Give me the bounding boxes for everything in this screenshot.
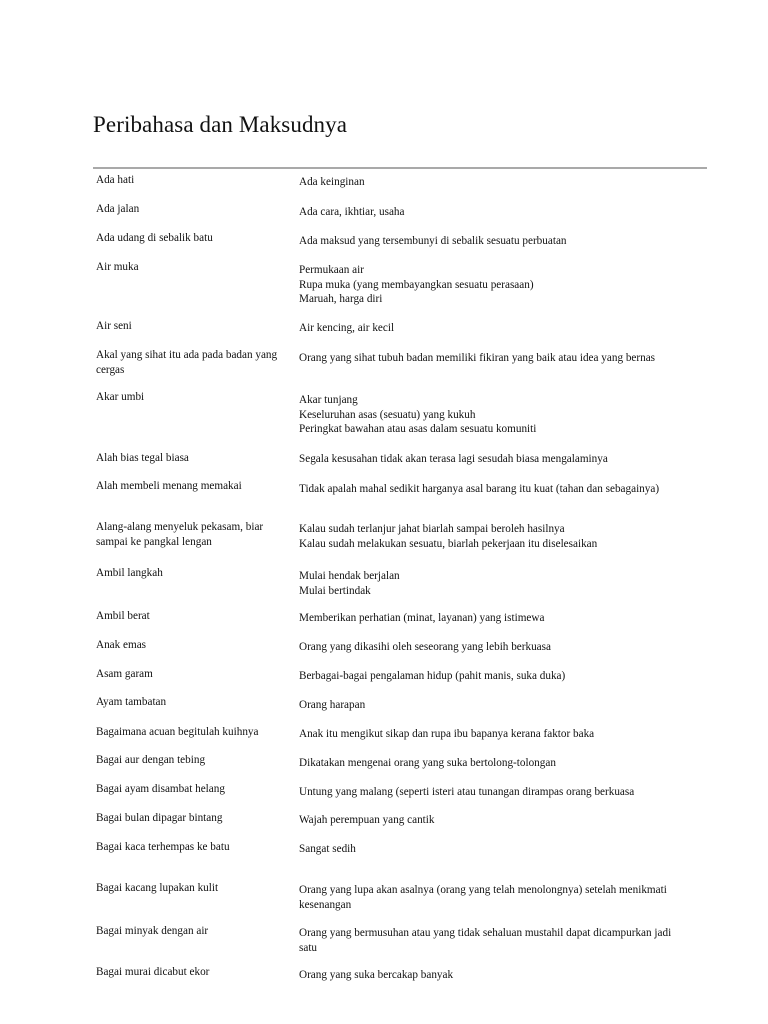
meaning-line: Sangat sedih [299,843,356,855]
proverb-term: Ambil berat [96,610,150,622]
meaning-line: Air kencing, air kecil [299,322,395,334]
proverb-meaning [299,175,679,190]
meaning-line: Peringkat bawahan atau asas dalam sesuatu komuniti [299,423,537,435]
proverb-term: Bagaimana acuan begitulah kuihnya [96,726,259,738]
meaning-line: Permukaan air [299,264,364,276]
proverb-meaning [299,205,679,220]
proverb-term: Air muka [96,261,139,273]
proverb-meaning [299,968,679,983]
proverb-term: Akar umbi [96,391,145,403]
meaning-line: Orang harapan [299,699,366,711]
meaning-line: Orang yang suka bercakap banyak [299,969,454,981]
proverb-meaning [299,522,679,551]
proverb-meaning [299,234,679,249]
proverb-term: Akal yang sihat itu ada pada badan yang cergas [96,349,278,376]
proverb-meaning [299,482,679,497]
proverb-meaning [299,883,679,912]
proverb-meaning [299,640,679,655]
meaning-line: Mulai hendak berjalan [299,570,400,582]
proverb-meaning [299,611,679,626]
proverb-term: Anak emas [96,639,147,651]
proverb-meaning [299,569,679,598]
proverb-meaning [299,321,679,336]
meaning-line: Keseluruhan asas (sesuatu) yang kukuh [299,408,476,421]
title-divider [93,167,707,169]
meaning-line: Maruah, harga diri [299,293,383,305]
meaning-line: Kalau sudah terlanjur jahat biarlah sampai beroleh hasilnya [299,523,565,535]
meaning-line: Kalau sudah melakukan sesuatu, biarlah pekerjaan itu diselesaikan [299,537,598,550]
meaning-line: Tidak apalah mahal sedikit harganya asal barang itu kuat (tahan dan sebagainya) [299,483,660,495]
proverb-meaning [299,669,679,684]
meaning-line: Dikatakan mengenai orang yang suka bertolong-tolongan [299,757,556,769]
meaning-line: Untung yang malang (seperti isteri atau tunangan dirampas orang berkuasa [299,786,635,798]
meaning-line: Akar tunjang [299,394,358,406]
meaning-line: Orang yang lupa akan asalnya (orang yang telah menolongnya) setelah menikmati kesenangan [299,884,667,911]
proverb-term: Air seni [96,320,132,332]
proverb-term: Alang-alang menyeluk pekasam, biar sampai ke pangkal lengan [96,521,264,548]
proverb-term: Bagai ayam disambat helang [96,783,225,795]
meaning-line: Ada keinginan [299,176,365,188]
proverb-meaning [299,926,679,955]
proverb-term: Bagai kacang lupakan kulit [96,882,219,894]
proverb-term: Ambil langkah [96,567,163,579]
proverb-term: Bagai minyak dengan air [96,925,209,937]
proverb-meaning [299,842,679,857]
meaning-line: Orang yang sihat tubuh badan memiliki fikiran yang baik atau idea yang bernas [299,352,656,364]
proverb-term: Ayam tambatan [96,696,167,708]
proverb-term: Bagai kaca terhempas ke batu [96,841,230,853]
meaning-line: Memberikan perhatian (minat, layanan) yang istimewa [299,612,545,624]
meaning-line: Orang yang bermusuhan atau yang tidak sehaluan mustahil dapat dicampurkan jadi satu [299,927,672,954]
proverb-meaning [299,393,679,437]
proverb-meaning [299,698,679,713]
meaning-line: Rupa muka (yang membayangkan sesuatu perasaan) [299,278,534,291]
proverb-term: Bagai bulan dipagar bintang [96,812,223,824]
proverb-meaning [299,813,679,828]
meaning-line: Segala kesusahan tidak akan terasa lagi sesudah biasa mengalaminya [299,453,608,465]
proverb-meaning [299,452,679,467]
proverb-term: Bagai aur dengan tebing [96,754,206,766]
meaning-line: Ada cara, ikhtiar, usaha [299,206,405,218]
proverb-term: Ada jalan [96,203,140,215]
proverb-meaning [299,263,679,307]
proverb-meaning [299,727,679,742]
meaning-line: Berbagai-bagai pengalaman hidup (pahit manis, suka duka) [299,670,566,682]
proverb-meaning [299,785,679,800]
proverb-term: Asam garam [96,668,153,680]
proverb-meaning [299,351,679,366]
meaning-line: Ada maksud yang tersembunyi di sebalik sesuatu perbuatan [299,235,567,247]
proverb-term: Ada udang di sebalik batu [96,232,213,244]
proverb-term: Alah bias tegal biasa [96,452,189,464]
meaning-line: Anak itu mengikut sikap dan rupa ibu bapanya kerana faktor baka [299,728,595,740]
proverb-term: Ada hati [96,174,135,186]
proverb-meaning [299,756,679,771]
proverb-term: Alah membeli menang memakai [96,480,242,492]
page-title: Peribahasa dan Maksudnya [93,112,348,137]
meaning-line: Orang yang dikasihi oleh seseorang yang lebih berkuasa [299,641,551,653]
meaning-line: Wajah perempuan yang cantik [299,814,435,826]
meaning-line: Mulai bertindak [299,584,371,597]
proverb-term: Bagai murai dicabut ekor [96,966,210,978]
